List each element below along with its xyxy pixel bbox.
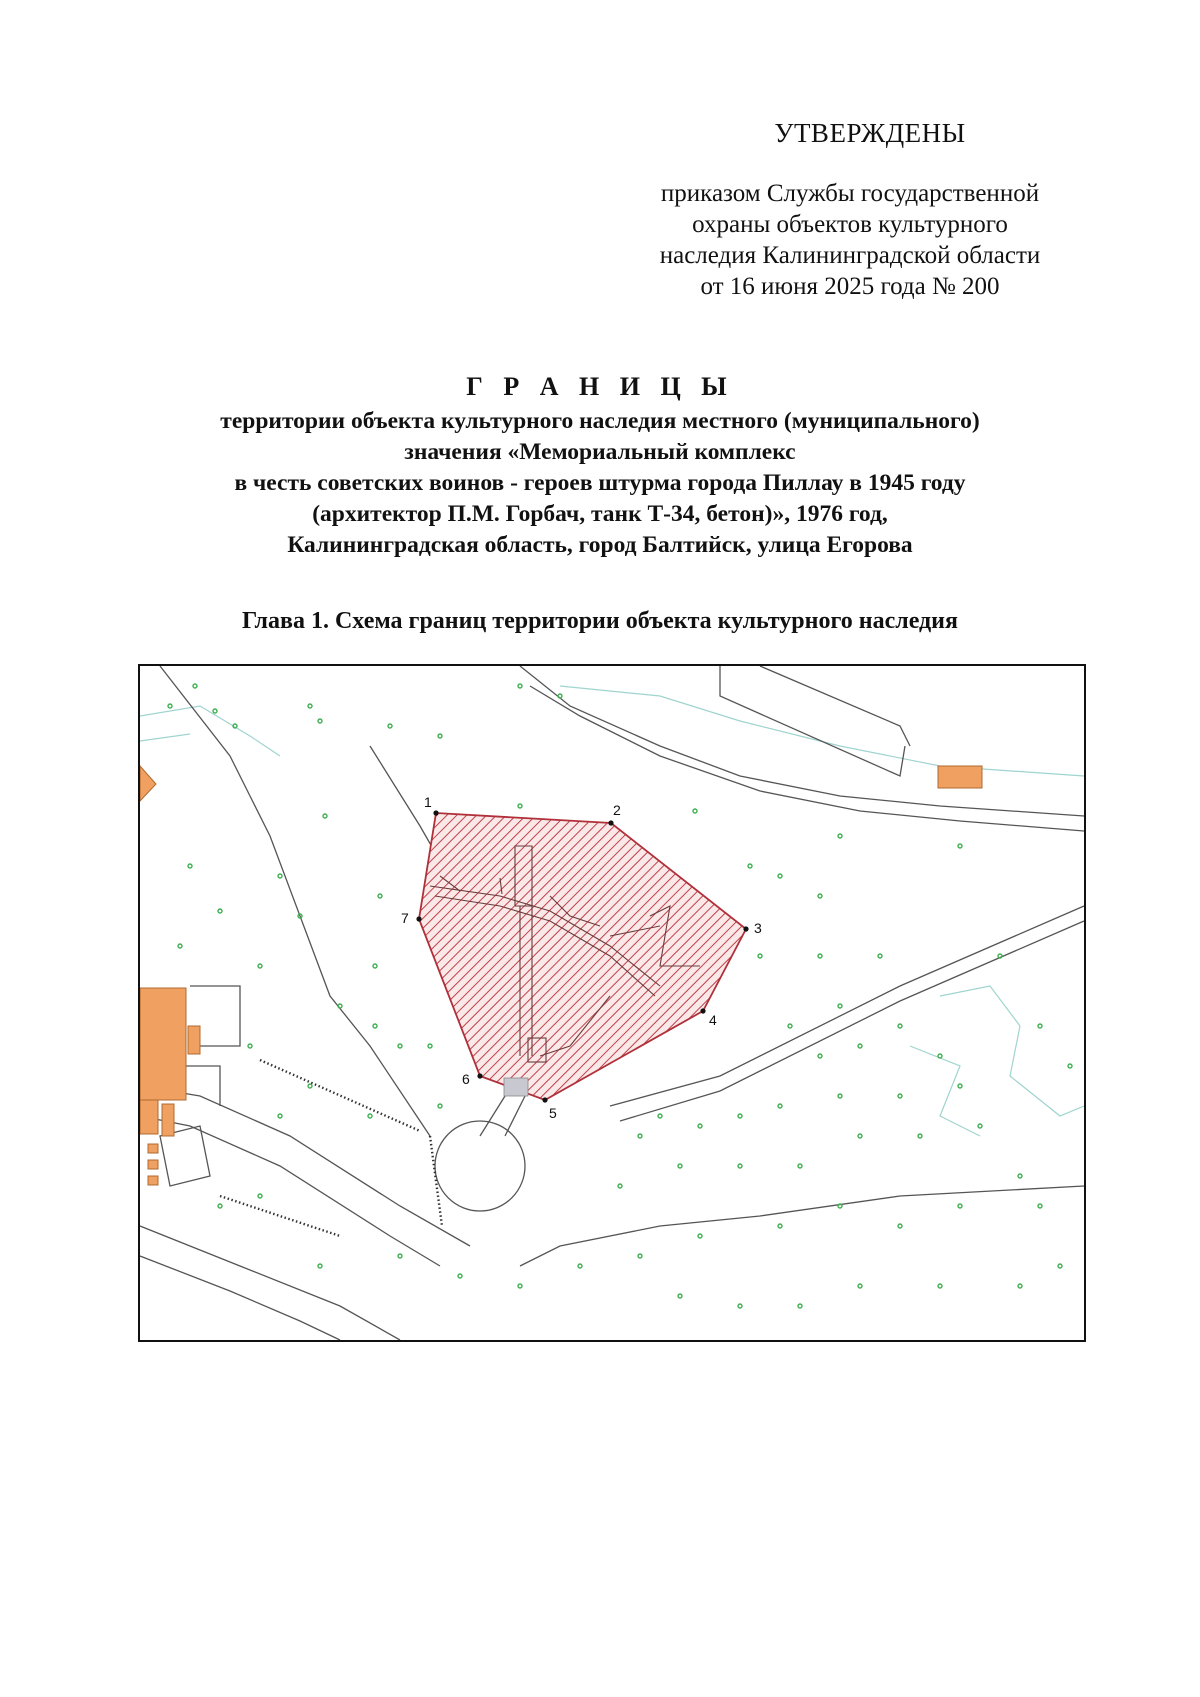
tree-icon bbox=[188, 864, 192, 868]
tree-icon bbox=[218, 1204, 222, 1208]
approval-line: охраны объектов культурного bbox=[692, 211, 1008, 238]
dotted-paths bbox=[220, 1060, 442, 1236]
tree-icon bbox=[168, 704, 172, 708]
tree-icon bbox=[693, 809, 697, 813]
tree-icon bbox=[1018, 1174, 1022, 1178]
document-title bbox=[100, 372, 1100, 561]
boundary-point-5 bbox=[542, 1097, 547, 1102]
boundary-point-3 bbox=[743, 926, 748, 931]
boundary-point-label: 1 bbox=[424, 794, 432, 810]
tree-icon bbox=[248, 1044, 252, 1048]
tree-icon bbox=[388, 724, 392, 728]
boundary-point-label: 4 bbox=[709, 1012, 717, 1028]
tree-icon bbox=[738, 1304, 742, 1308]
tree-icon bbox=[978, 1124, 982, 1128]
tree-icon bbox=[798, 1164, 802, 1168]
tree-icon bbox=[368, 1114, 372, 1118]
approval-heading: УТВЕРЖДЕНЫ bbox=[774, 118, 966, 148]
tree-icon bbox=[838, 1094, 842, 1098]
tree-icon bbox=[378, 894, 382, 898]
approval-line: наследия Калининградской области bbox=[659, 242, 1041, 269]
boundary-point-2 bbox=[608, 820, 613, 825]
tree-icon bbox=[438, 1104, 442, 1108]
boundary-point-label: 6 bbox=[462, 1071, 470, 1087]
tree-icon bbox=[233, 724, 237, 728]
tree-icon bbox=[788, 1024, 792, 1028]
boundary-point-7 bbox=[416, 916, 421, 921]
tree-icon bbox=[578, 1264, 582, 1268]
tree-icon bbox=[278, 874, 282, 878]
tree-icon bbox=[798, 1304, 802, 1308]
boundary-map bbox=[138, 664, 1086, 1342]
title-line: значения «Мемориальный комплекс bbox=[404, 439, 796, 465]
title-line: территории объекта культурного наследия местного (муниципального) bbox=[220, 408, 980, 434]
tree-icon bbox=[678, 1294, 682, 1298]
tree-icon bbox=[818, 954, 822, 958]
tree-icon bbox=[1038, 1204, 1042, 1208]
tree-icon bbox=[858, 1284, 862, 1288]
tree-icon bbox=[778, 1104, 782, 1108]
tree-icon bbox=[213, 709, 217, 713]
boundary-point-label: 3 bbox=[754, 920, 762, 936]
boundary-point-label: 5 bbox=[549, 1105, 557, 1121]
tree-icon bbox=[958, 1204, 962, 1208]
tree-icon bbox=[308, 704, 312, 708]
tree-icon bbox=[438, 734, 442, 738]
tree-icon bbox=[1018, 1284, 1022, 1288]
tree-icon bbox=[758, 954, 762, 958]
boundary-point-label: 2 bbox=[613, 802, 621, 818]
tree-icon bbox=[818, 894, 822, 898]
tree-icon bbox=[1058, 1264, 1062, 1268]
tree-icon bbox=[998, 954, 1002, 958]
boundary-point-4 bbox=[700, 1008, 705, 1013]
tree-icon bbox=[748, 864, 752, 868]
tree-icon bbox=[958, 1084, 962, 1088]
tree-icon bbox=[218, 909, 222, 913]
tree-icon bbox=[938, 1284, 942, 1288]
tree-icon bbox=[458, 1274, 462, 1278]
tree-icon bbox=[558, 694, 562, 698]
tree-icon bbox=[858, 1134, 862, 1138]
tree-icon bbox=[1068, 1064, 1072, 1068]
tree-icon bbox=[698, 1234, 702, 1238]
tree-icon bbox=[178, 944, 182, 948]
tree-icon bbox=[318, 1264, 322, 1268]
title-line: (архитектор П.М. Горбач, танк Т-34, бетон)», 1976 год, bbox=[312, 501, 888, 527]
tree-icon bbox=[618, 1184, 622, 1188]
tree-icon bbox=[373, 1024, 377, 1028]
tree-icon bbox=[1038, 1024, 1042, 1028]
tree-icon bbox=[193, 684, 197, 688]
boundary-point-1 bbox=[433, 810, 438, 815]
tree-icon bbox=[858, 1044, 862, 1048]
title-line: в честь советских воинов - героев штурма города Пиллау в 1945 году bbox=[234, 470, 966, 496]
tree-icon bbox=[518, 684, 522, 688]
tree-icon bbox=[638, 1134, 642, 1138]
tree-icon bbox=[638, 1254, 642, 1258]
tree-icon bbox=[898, 1224, 902, 1228]
tree-icon bbox=[838, 1004, 842, 1008]
boundary-point-label: 7 bbox=[401, 910, 409, 926]
approval-line: приказом Службы государственной bbox=[660, 180, 1040, 207]
tree-icon bbox=[678, 1164, 682, 1168]
tree-icon bbox=[258, 964, 262, 968]
tree-icon bbox=[373, 964, 377, 968]
tree-icon bbox=[518, 804, 522, 808]
tree-icon bbox=[398, 1254, 402, 1258]
tree-icon bbox=[778, 874, 782, 878]
approval-lines bbox=[600, 178, 1100, 302]
map-canvas bbox=[140, 666, 1084, 1340]
tree-icon bbox=[838, 1204, 842, 1208]
tree-icon bbox=[338, 1004, 342, 1008]
tree-icon bbox=[778, 1224, 782, 1228]
tree-icon bbox=[818, 1054, 822, 1058]
tree-icon bbox=[278, 1114, 282, 1118]
tree-icon bbox=[518, 1284, 522, 1288]
tree-icon bbox=[898, 1024, 902, 1028]
tree-icon bbox=[318, 719, 322, 723]
approval-block bbox=[600, 118, 1100, 302]
tree-icon bbox=[938, 1054, 942, 1058]
tree-icon bbox=[838, 834, 842, 838]
tree-icon bbox=[918, 1134, 922, 1138]
chapter-heading: Глава 1. Схема границ территории объекта культурного наследия bbox=[241, 608, 958, 634]
tree-icon bbox=[323, 814, 327, 818]
tree-icon bbox=[738, 1164, 742, 1168]
tree-icon bbox=[898, 1094, 902, 1098]
tree-icon bbox=[428, 1044, 432, 1048]
tree-icon bbox=[738, 1114, 742, 1118]
territory-boundary bbox=[419, 813, 746, 1100]
title-heading: Г Р А Н И Ц Ы bbox=[466, 372, 734, 401]
tree-icon bbox=[308, 1084, 312, 1088]
tree-icon bbox=[658, 1114, 662, 1118]
approval-line: от 16 июня 2025 года № 200 bbox=[700, 273, 1000, 300]
tree-icon bbox=[258, 1194, 262, 1198]
boundary-point-6 bbox=[477, 1073, 482, 1078]
entrance-steps bbox=[504, 1078, 528, 1096]
tree-icon bbox=[958, 844, 962, 848]
tree-icon bbox=[878, 954, 882, 958]
tree-icon bbox=[398, 1044, 402, 1048]
title-line: Калининградская область, город Балтийск, улица Егорова bbox=[287, 532, 913, 558]
tree-icon bbox=[698, 1124, 702, 1128]
